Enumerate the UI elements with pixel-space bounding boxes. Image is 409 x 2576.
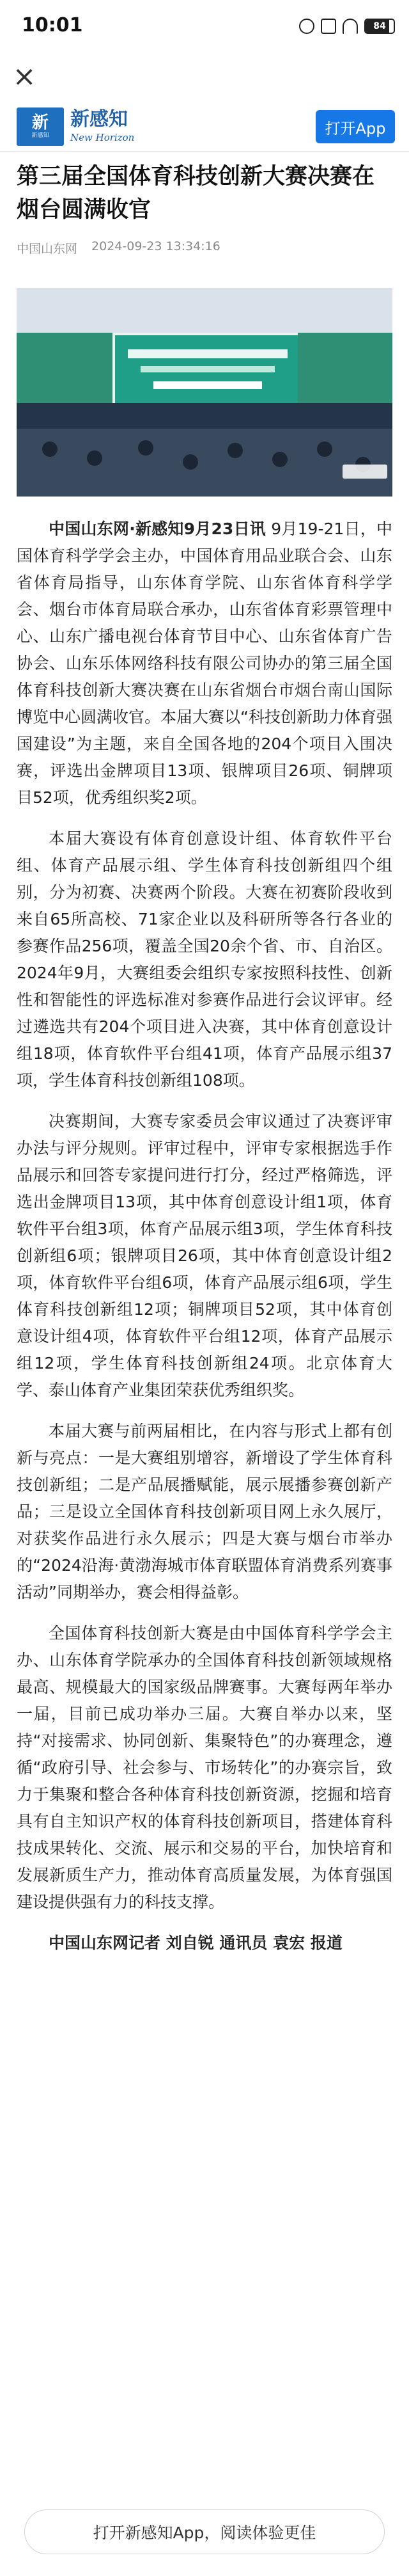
hero-audience-head (42, 441, 58, 457)
paragraph-text: 本届大赛与前两届相比，在内容与形式上都有创新与亮点：一是大赛组别增容，新增设了学生体育科技创新组；二是产品展播赋能，展示展播参赛创新产品；三是设立全国体育科技创新项目网上永久展厅，对获奖作品进行永久展示；四是大赛与烟台市举办的“2024沿海·黄渤海城市体育联盟体育消费系列赛事活动”同期举办，赛会相得益彰。 (17, 1422, 392, 1602)
hero-stage (17, 403, 392, 429)
article-datetime: 2024-09-23 13:34:16 (91, 239, 220, 253)
article-credit: 中国山东网记者 刘自锐 通讯员 袁宏 报道 (49, 1934, 343, 1952)
hero-audience-head (138, 440, 153, 456)
hero-audience-head (228, 443, 243, 458)
paragraph-text: 全国体育科技创新大赛是由中国体育科学学会主办、山东体育学院承办的全国体育科技创新领域规格最高、规模最大的国家级品牌赛事。大赛每两年举办一届，目前已成功举办三届。大赛自举办以来，坚持“对接需求、协同创新、集聚特色”的办赛理念，遵循“政府引导、社会参与、市场转化”的办赛宗旨，致力于集聚和整合各种体育科技创新资源，挖掘和培育具有自主知识产权的体育科技创新项目，搭建体育科技成果转化、交流、展示和交易的平台，加快培育和发展新质生产力，推动体育高质量发展，为体育强国建设提供强有力的科技支撑。 (17, 1624, 392, 1911)
hero-audience (17, 429, 392, 497)
logo-glyph: 新 (31, 113, 49, 132)
battery-icon (364, 19, 395, 34)
logo-caption: 新感知 (31, 132, 49, 139)
status-time: 10:01 (22, 14, 83, 36)
open-in-app-button[interactable]: 打开新感知App，阅读体验更佳 (24, 2509, 385, 2554)
paragraph-text: 本届大赛设有体育创意设计组、体育软件平台组、体育产品展示组、学生体育科技创新组四个组别，分为初赛、决赛两个阶段。大赛在初赛阶段收到来自65所高校、71家企业以及科研所等各行各业的参赛作品256项，覆盖全国20余个省、市、自治区。2024年9月，大赛组委会组织专家按照科技性、创新性和智能性的评选标准对参赛作品进行会议评审。经过遴选共有204个项目进入决赛，其中体育创意设计组18项，体育软件平台组41项，体育产品展示组37项，学生体育科技创新组108项。 (17, 829, 392, 1090)
brand-subtitle: New Horizon (70, 132, 135, 143)
mute-icon (299, 19, 314, 34)
article-source: 中国山东网 (17, 242, 78, 256)
open-app-button[interactable]: 打开App (316, 110, 395, 143)
article-hero-image[interactable] (17, 288, 392, 497)
paragraph-text: 9月19-21日，中国体育科学学会主办，中国体育用品业联合会、山东省体育局指导，山东体育学院、山东省体育科学学会、烟台市体育局联合承办，山东省体育彩票管理中心、山东广播电视台体育节目中心、山东省体育广告协会、山东乐体网络科技有限公司协办的第三届全国体育科技创新大赛决赛在山东省烟台市烟台南山国际博览中心圆满收官。本届大赛以“科技创新助力体育强国建设”为主题，来自全国各地的204个项目入围决赛，评选出金牌项目13项、银牌项目26项、铜牌项目52项，优秀组织奖2项。 (17, 520, 393, 807)
status-icons (299, 15, 395, 37)
close-icon[interactable]: × (12, 60, 36, 93)
article-meta (17, 239, 220, 257)
wifi-icon (343, 19, 358, 34)
hero-screen-line (128, 349, 288, 358)
hero-audience-head (183, 454, 198, 470)
hero-stage-screen (112, 333, 303, 408)
x-box-icon (321, 19, 336, 34)
paragraph-lead: 中国山东网·新感知9月23日讯 (49, 520, 266, 538)
app-banner (0, 104, 409, 152)
article-body (17, 516, 392, 1957)
hero-screen-line (153, 381, 262, 389)
hero-watermark (343, 465, 387, 479)
hero-audience-head (87, 450, 102, 466)
article-paragraph (17, 825, 392, 1094)
status-bar (0, 0, 409, 52)
article-paragraph (17, 1108, 392, 1404)
hero-ceiling (17, 288, 392, 333)
battery-level: 84 (373, 21, 386, 31)
paragraph-text: 决赛期间，大赛专家委员会审议通过了决赛评审办法与评分规则。评审过程中，评审专家根据选手作品展示和回答专家提问进行打分，经过严格筛选，评选出金牌项目13项，其中体育创意设计组1项，体育软件平台组3项，体育产品展示组3项，学生体育科技创新组6项；银牌项目26项，其中体育创意设计组2项，体育软件平台组6项，体育产品展示组6项，学生体育科技创新组12项；铜牌项目52项，其中体育创意设计组4项，体育软件平台组12项，体育产品展示组12项，学生体育科技创新组24项。北京体育大学、泰山体育产业集团荣获优秀组织奖。 (17, 1112, 392, 1399)
hero-screen-line (141, 366, 275, 372)
article-paragraph (17, 1418, 392, 1606)
article-paragraph (17, 1620, 392, 1916)
hero-audience-head (317, 441, 332, 457)
hero-wall-left (17, 333, 112, 403)
app-logo (17, 107, 64, 146)
brand-name: 新感知 (70, 108, 128, 131)
browser-top-bar (0, 52, 409, 104)
article-title: 第三届全国体育科技创新大赛决赛在烟台圆满收官 (17, 164, 375, 223)
article-paragraph (17, 516, 392, 811)
hero-wall-right (298, 333, 392, 403)
hero-audience-head (272, 452, 288, 467)
